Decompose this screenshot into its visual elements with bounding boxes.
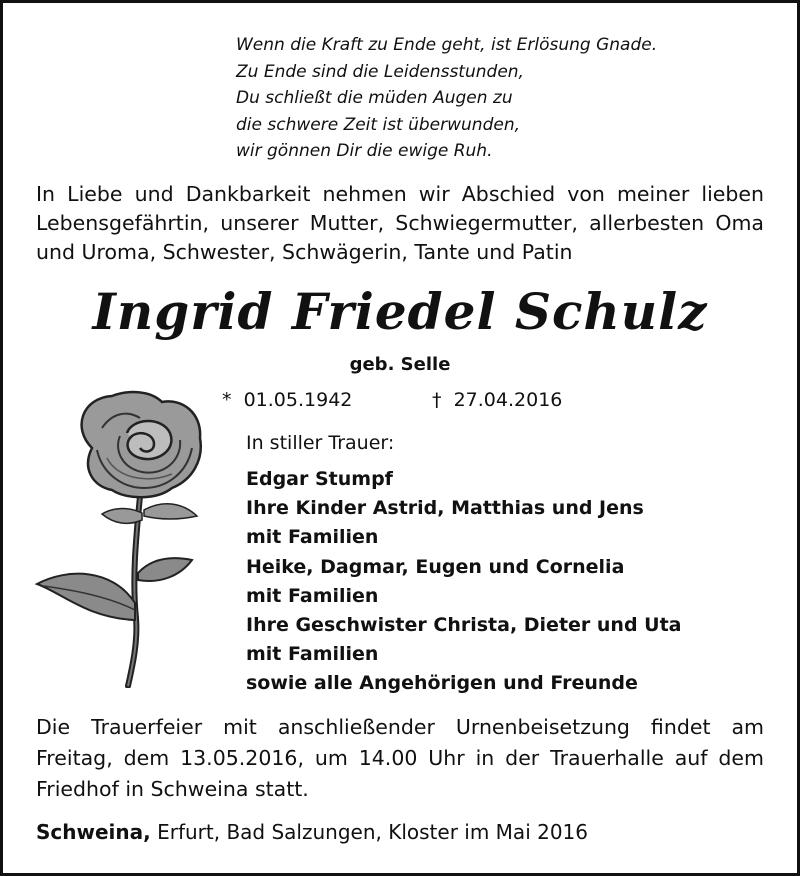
poem-line: Zu Ende sind die Leidensstunden, bbox=[236, 61, 524, 82]
birth-date-value: 01.05.1942 bbox=[243, 389, 353, 411]
rose-icon bbox=[32, 388, 222, 688]
poem-line: Du schließt die müden Augen zu bbox=[236, 88, 513, 108]
poem-line: Wenn die Kraft zu Ende geht, ist Erlösung Gnade. bbox=[236, 35, 658, 55]
service-line: Die Trauerfeier mit anschließender Urnenbeisetzung findet am bbox=[36, 715, 764, 739]
service-line: Friedhof in Schweina statt. bbox=[36, 777, 309, 801]
mourners-list bbox=[246, 465, 682, 699]
mourning-label: In stiller Trauer: bbox=[246, 432, 395, 454]
mourner-line: Ihre Geschwister Christa, Dieter und Uta bbox=[246, 614, 682, 637]
intro-line: und Uroma, Schwester, Schwägerin, Tante und Patin bbox=[36, 240, 573, 264]
death-date bbox=[432, 389, 562, 411]
mourner-line: mit Familien bbox=[246, 526, 379, 549]
poem-line: die schwere Zeit ist überwunden, bbox=[236, 114, 521, 135]
intro-text bbox=[36, 180, 764, 267]
birth-symbol: * bbox=[222, 389, 232, 411]
mourner-line: Edgar Stumpf bbox=[246, 468, 393, 490]
mourner-line: mit Familien bbox=[246, 584, 379, 607]
poem-line: wir gönnen Dir die ewige Ruh. bbox=[236, 141, 493, 161]
funeral-service-text bbox=[36, 712, 764, 805]
cross-icon: † bbox=[432, 389, 442, 411]
mourner-line: sowie alle Angehörigen und Freunde bbox=[246, 672, 638, 695]
place-date-line bbox=[36, 820, 588, 844]
birth-date bbox=[222, 389, 352, 411]
mourner-line: Ihre Kinder Astrid, Matthias und Jens bbox=[246, 497, 644, 520]
mourner-line: Heike, Dagmar, Eugen und Cornelia bbox=[246, 555, 625, 578]
mourner-line: mit Familien bbox=[246, 643, 379, 666]
death-date-value: 27.04.2016 bbox=[453, 389, 563, 411]
place-main: Schweina, bbox=[36, 820, 151, 844]
intro-line: In Liebe und Dankbarkeit nehmen wir Abschied von meiner lieben bbox=[36, 182, 764, 206]
place-rest: Erfurt, Bad Salzungen, Kloster im Mai 2016 bbox=[150, 820, 588, 844]
intro-line: Lebensgefährtin, unserer Mutter, Schwiegermutter, allerbesten Oma bbox=[36, 211, 764, 235]
maiden-name: geb. Selle bbox=[349, 354, 451, 375]
poem bbox=[236, 32, 657, 165]
deceased-name: Ingrid Friedel Schulz bbox=[92, 282, 708, 341]
service-line: Freitag, dem 13.05.2016, um 14.00 Uhr in der Trauerhalle auf dem bbox=[36, 746, 764, 770]
